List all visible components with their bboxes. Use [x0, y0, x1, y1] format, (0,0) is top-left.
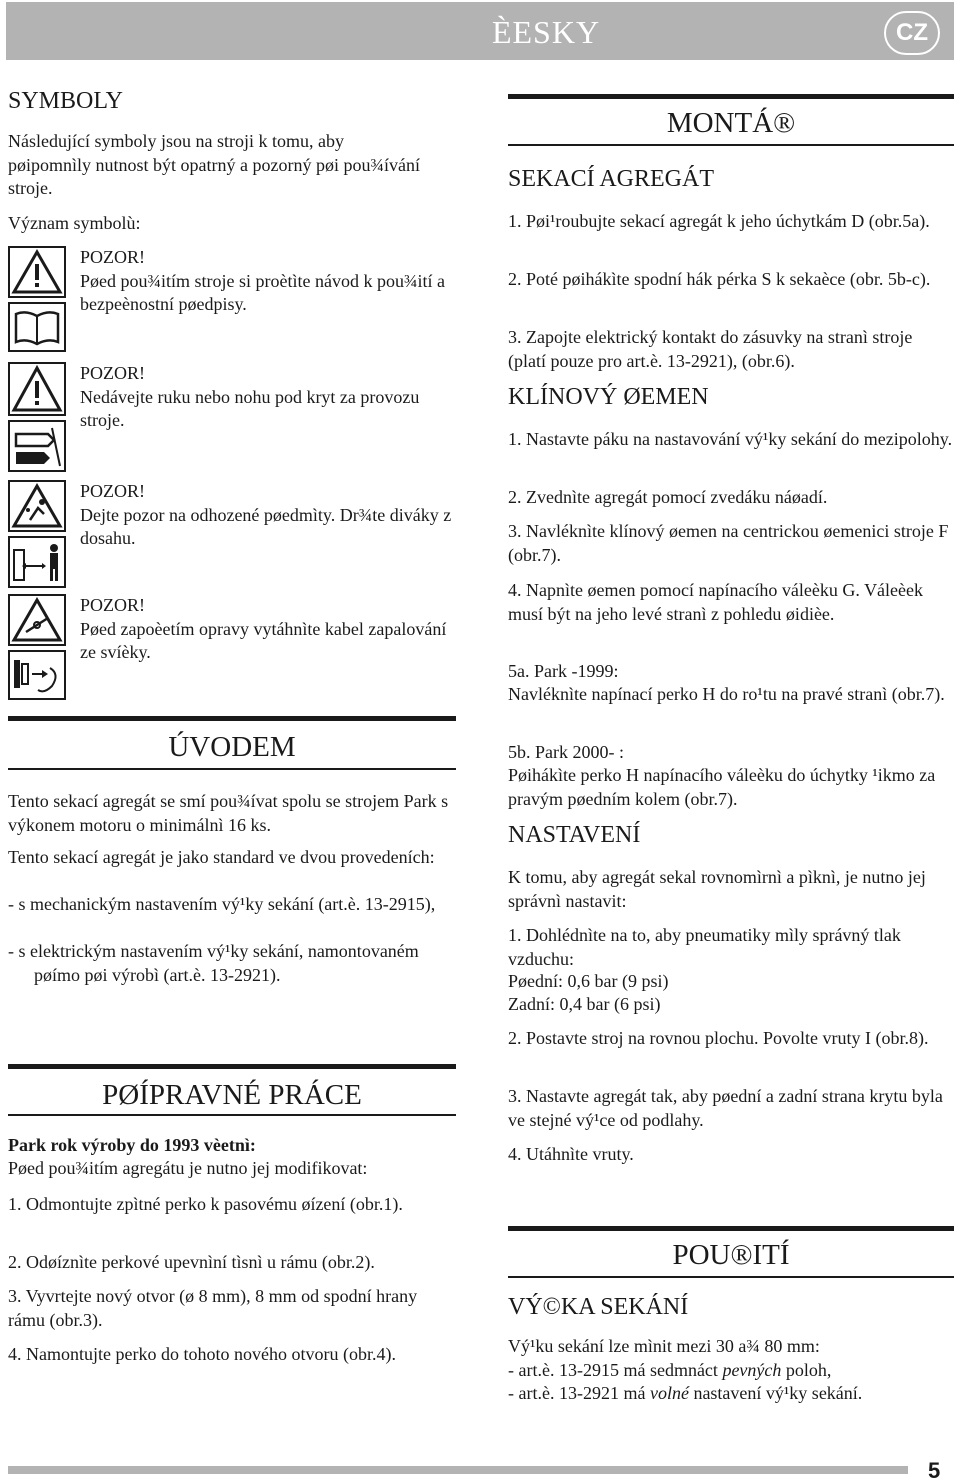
uvodem-paragraph: Tento sekací agregát se smí pou¾ívat spolu se strojem Park s výkonem motoru o minimálnì 16 ks.	[8, 791, 449, 835]
pouziti-li2-em: volné	[649, 1383, 689, 1403]
uvodem-paragraph: Tento sekací agregát je jako standard ve dvou provedeních:	[8, 847, 435, 867]
pripravne-step: 3. Vyvrtejte nový otvor (ø 8 mm), 8 mm od spodní hrany rámu (obr.3).	[8, 1286, 418, 1330]
uvodem-list-item: - s elektrickým nastavením vý¹ky sekání, namontovaném pøímo pøi výrobì (art.è. 13-2921).	[8, 941, 419, 985]
pouziti-list-item	[508, 1382, 954, 1406]
hand-foot-cut-icon	[8, 420, 66, 472]
symboly-heading: SYMBOLY	[8, 88, 123, 114]
montaz-subheading: SEKACÍ AGREGÁT	[508, 166, 715, 192]
page-number: 5	[928, 1458, 941, 1482]
pripravne-heading: PØÍPRAVNÉ PRÁCE	[8, 1064, 456, 1116]
pouziti-paragraph: Vý¹ku sekání lze mìnit mezi 30 a¾ 80 mm:	[508, 1336, 820, 1356]
pripravne-paragraph: Pøed pou¾itím agregátu je nutno jej modifikovat:	[8, 1158, 368, 1178]
vyska-sekani-subheading: VÝ©KA SEKÁNÍ	[508, 1294, 689, 1320]
uvodem-heading: ÚVODEM	[8, 716, 456, 770]
symboly-meaning: Význam symbolù:	[8, 213, 141, 233]
nastaveni-subheading: NASTAVENÍ	[508, 822, 641, 848]
warning-triangle-icon	[8, 362, 66, 416]
manual-book-icon	[8, 302, 66, 352]
klinovy-remen-subheading: KLÍNOVÝ ØEMEN	[508, 384, 709, 410]
montaz-heading: MONTÁ®	[508, 94, 954, 146]
language-badge: CZ	[884, 11, 940, 55]
klinovy-step-title: 5a. Park -1999:	[508, 661, 619, 681]
klinovy-step: Pøihákìte perko H napínacího váleèku do úchytky ¹ikmo za pravým pøedním kolem (obr.7).	[508, 765, 936, 809]
symbol-description: Nedávejte ruku nebo nohu pod kryt za provozu stroje.	[80, 386, 420, 430]
warning-label: POZOR!	[80, 595, 146, 615]
pouziti-list-item	[508, 1359, 954, 1383]
warning-label: POZOR!	[80, 363, 146, 383]
warning-label: POZOR!	[80, 481, 146, 501]
warning-triangle-icon	[8, 246, 66, 298]
symbol-description: Dejte pozor na odhozené pøedmìty. Dr¾te diváky z dosahu.	[80, 504, 452, 548]
warning-label: POZOR!	[80, 247, 146, 267]
nastaveni-paragraph: K tomu, aby agregát sekal rovnomìrnì a pìknì, je nutno jej správnì nastavit:	[508, 867, 926, 911]
nastaveni-pressure-front: Pøední: 0,6 bar (9 psi)	[508, 971, 669, 991]
nastaveni-pressure-rear: Zadní: 0,4 bar (6 psi)	[508, 994, 661, 1014]
symbol-description: Pøed pou¾itím stroje si proètìte návod k pou¾ití a bezpeènostní pøedpisy.	[80, 270, 445, 314]
symbol-description: Pøed zapoèetím opravy vytáhnìte kabel zapalování ze svíèky.	[80, 618, 447, 662]
pouziti-li1-em: pevných	[722, 1360, 782, 1380]
pripravne-step: 4. Namontujte perko do tohoto nového otvoru (obr.4).	[8, 1344, 396, 1364]
pripravne-step: 2. Odøíznìte perkové upevnìní tìsnì u rámu (obr.2).	[8, 1252, 375, 1272]
footer-bar	[8, 1466, 908, 1474]
thrown-objects-icon	[8, 480, 66, 532]
pripravne-step: 1. Odmontujte zpìtné perko k pasovému øízení (obr.1).	[8, 1194, 403, 1214]
header-bar	[6, 2, 954, 60]
pouziti-li2-end: nastavení vý¹ky sekání.	[688, 1383, 863, 1403]
pripravne-bold-note: Park rok výroby do 1993 vèetnì:	[8, 1135, 256, 1155]
klinovy-step: 2. Zvednìte agregát pomocí zvedáku náøadí.	[508, 487, 828, 507]
montaz-step: 3. Zapojte elektrický kontakt do zásuvky na stranì stroje (platí pouze pro art.è. 13-2921), (obr.6).	[508, 327, 913, 371]
uvodem-list-item: - s mechanickým nastavením vý¹ky sekání (art.è. 13-2915),	[8, 894, 436, 914]
pouziti-li2-start: - art.è. 13-2921 má	[508, 1383, 650, 1403]
montaz-step: 2. Poté pøihákìte spodní hák pérka S k sekaèce (obr. 5b-c).	[508, 269, 931, 289]
spark-plug-warning-icon	[8, 594, 66, 646]
keep-distance-icon	[8, 536, 66, 588]
klinovy-step: 4. Napnìte øemen pomocí napínacího váleèku G. Váleèek musí být na jeho levé stranì z pohledu øidièe.	[508, 580, 924, 624]
klinovy-step: 3. Navléknìte klínový øemen na centrickou øemenici stroje F (obr.7).	[508, 521, 949, 565]
symboly-intro: Následující symboly jsou na stroji k tomu, aby pøipomnìly nutnost být opatrný a pozorný pøi pou¾ívání stroje.	[8, 131, 420, 198]
klinovy-step: 1. Nastavte páku na nastavování vý¹ky sekání do mezipolohy.	[508, 429, 953, 449]
pouziti-li1-end: poloh,	[781, 1360, 832, 1380]
nastaveni-step: 3. Nastavte agregát tak, aby pøední a zadní strana krytu byla ve stejné vý¹ce od podlahy.	[508, 1086, 943, 1130]
nastaveni-step: 2. Postavte stroj na rovnou plochu. Povolte vruty I (obr.8).	[508, 1028, 929, 1048]
klinovy-step-title: 5b. Park 2000- :	[508, 742, 624, 762]
nastaveni-step: 4. Utáhnìte vruty.	[508, 1144, 634, 1164]
montaz-step: 1. Pøi¹roubujte sekací agregát k jeho úchytkám D (obr.5a).	[508, 211, 930, 231]
pouziti-li1-start: - art.è. 13-2915 má sedmnáct	[508, 1360, 723, 1380]
disconnect-plug-icon	[8, 650, 66, 700]
pouziti-heading: POU®ITÍ	[508, 1226, 954, 1278]
header-title: ÈESKY	[491, 14, 601, 50]
nastaveni-step: 1. Dohlédnìte na to, aby pneumatiky mìly správný tlak vzduchu:	[508, 925, 901, 969]
klinovy-step: Navléknìte napínací perko H do ro¹tu na pravé stranì (obr.7).	[508, 684, 945, 704]
